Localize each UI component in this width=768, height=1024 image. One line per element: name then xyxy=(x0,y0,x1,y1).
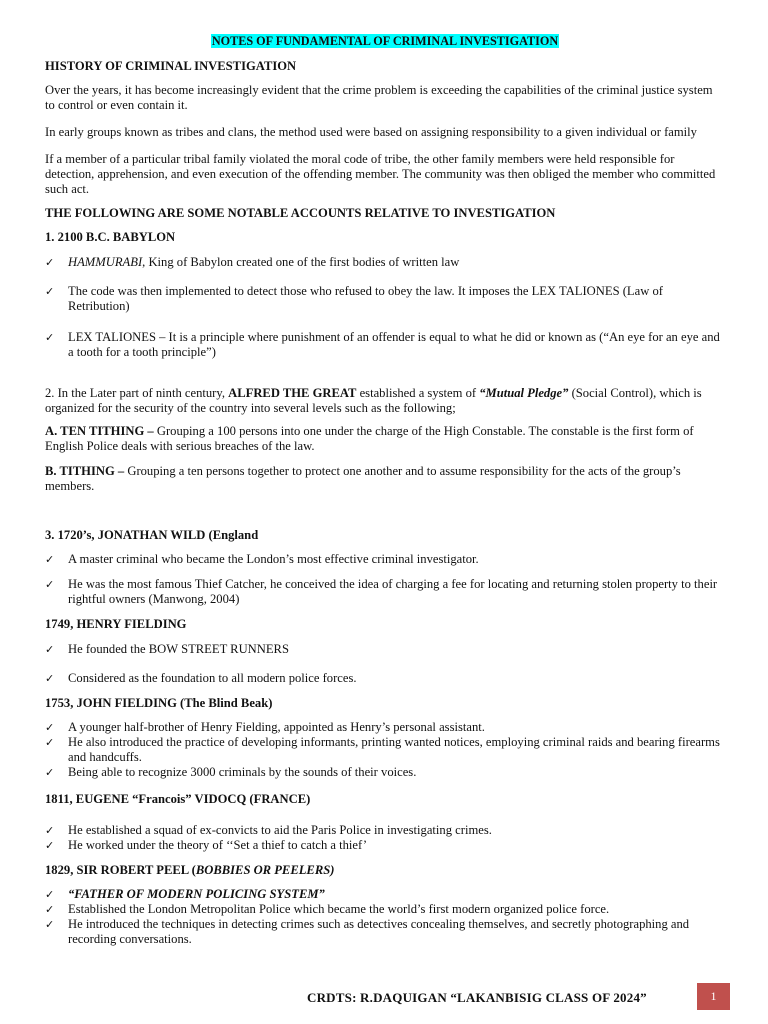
check-icon: ✓ xyxy=(45,888,55,901)
check-icon: ✓ xyxy=(45,578,55,591)
section-heading-wild: 3. 1720’s, JONATHAN WILD (England xyxy=(45,528,259,542)
section-heading-peel: 1829, SIR ROBERT PEEL (BOBBIES OR PEELERS) xyxy=(45,863,335,877)
ten-tithing-paragraph: A. TEN TITHING – Grouping a 100 persons into one under the charge of the High Constable. The constable is the first form of English Police deals with serious breaches of the law. xyxy=(45,424,694,453)
bullet-item: ✓ The code was then implemented to detect those who refused to obey the law. It imposes the LEX TALIONES (Law of Retribution) xyxy=(45,284,663,313)
bullet-item: ✓ Established the London Metropolitan Police which became the world’s first modern organized police force. xyxy=(45,902,610,916)
bullet-item: ✓ He founded the BOW STREET RUNNERS xyxy=(45,642,289,656)
bullet-item: ✓ HAMMURABI, King of Babylon created one of the first bodies of written law xyxy=(45,255,460,269)
bullet-item: ✓ LEX TALIONES – It is a principle where punishment of an offender is equal to what he did or known as (“An eye for an eye and a tooth for a tooth principle”) xyxy=(45,330,720,359)
check-icon: ✓ xyxy=(45,766,55,779)
section-heading-babylon: 1. 2100 B.C. BABYLON xyxy=(45,230,176,244)
bullet-item: ✓ He introduced the techniques in detecting crimes such as detectives concealing themselves, and secretly photographing and recording conversations. xyxy=(45,917,690,946)
bullet-item: ✓ A younger half-brother of Henry Fielding, appointed as Henry’s personal assistant. xyxy=(45,720,485,734)
paragraph: If a member of a particular tribal family violated the moral code of tribe, the other family members were held responsible for detection, apprehension, and even execution of the offending member. The community was then obliged the member who committed such act. xyxy=(45,152,716,196)
check-icon: ✓ xyxy=(45,285,55,298)
section-heading-vidocq: 1811, EUGENE “Francois” VIDOCQ (FRANCE) xyxy=(45,792,311,806)
bullet-item: ✓ He also introduced the practice of developing informants, printing wanted notices, employing criminal raids and bearing firearms and handcuffs. xyxy=(45,735,720,764)
bullet-item: ✓ He established a squad of ex-convicts to aid the Paris Police in investigating crimes. xyxy=(45,823,492,837)
section-heading-john-fielding: 1753, JOHN FIELDING (The Blind Beak) xyxy=(45,696,273,710)
bullet-item: ✓ He worked under the theory of ‘‘Set a thief to catch a thief’ xyxy=(45,838,368,852)
check-icon: ✓ xyxy=(45,736,55,749)
bullet-item: ✓ “FATHER OF MODERN POLICING SYSTEM” xyxy=(45,887,325,901)
check-icon: ✓ xyxy=(45,824,55,837)
bullet-item: ✓ He was the most famous Thief Catcher, he conceived the idea of charging a fee for locating and returning stolen property to their rightful owners (Manwong, 2004) xyxy=(45,577,718,606)
bullet-item: ✓ A master criminal who became the London’s most effective criminal investigator. xyxy=(45,552,479,566)
footer-credits: CRDTS: R.DAQUIGAN “LAKANBISIG CLASS OF 2024” xyxy=(307,990,647,1005)
check-icon: ✓ xyxy=(45,721,55,734)
check-icon: ✓ xyxy=(45,839,55,852)
paragraph: In early groups known as tribes and clans, the method used were based on assigning responsibility to a given individual or family xyxy=(45,125,697,139)
bullet-item: ✓ Being able to recognize 3000 criminals by the sounds of their voices. xyxy=(45,765,417,779)
page-number: 1 xyxy=(697,983,730,1010)
document-title: NOTES OF FUNDAMENTAL OF CRIMINAL INVESTIGATION xyxy=(211,34,559,48)
section-heading-henry-fielding: 1749, HENRY FIELDING xyxy=(45,617,187,631)
check-icon: ✓ xyxy=(45,256,55,269)
tithing-paragraph: B. TITHING – Grouping a ten persons together to protect one another and to assume responsibility for the acts of the group’s members. xyxy=(45,464,681,493)
check-icon: ✓ xyxy=(45,672,55,685)
check-icon: ✓ xyxy=(45,553,55,566)
document-page xyxy=(45,34,725,947)
check-icon: ✓ xyxy=(45,918,55,931)
section-alfred: 2. In the Later part of ninth century, ALFRED THE GREAT established a system of “Mutual Pledge” (Social Control), which is organized for the security of the country into several levels such as the following; xyxy=(45,386,702,415)
check-icon: ✓ xyxy=(45,331,55,344)
history-heading: HISTORY OF CRIMINAL INVESTIGATION xyxy=(45,59,297,73)
paragraph: Over the years, it has become increasingly evident that the crime problem is exceeding the capabilities of the criminal justice system to control or even contain it. xyxy=(45,83,713,112)
bullet-item: ✓ Considered as the foundation to all modern police forces. xyxy=(45,671,357,685)
following-heading: THE FOLLOWING ARE SOME NOTABLE ACCOUNTS RELATIVE TO INVESTIGATION xyxy=(45,206,556,220)
check-icon: ✓ xyxy=(45,903,55,916)
check-icon: ✓ xyxy=(45,643,55,656)
